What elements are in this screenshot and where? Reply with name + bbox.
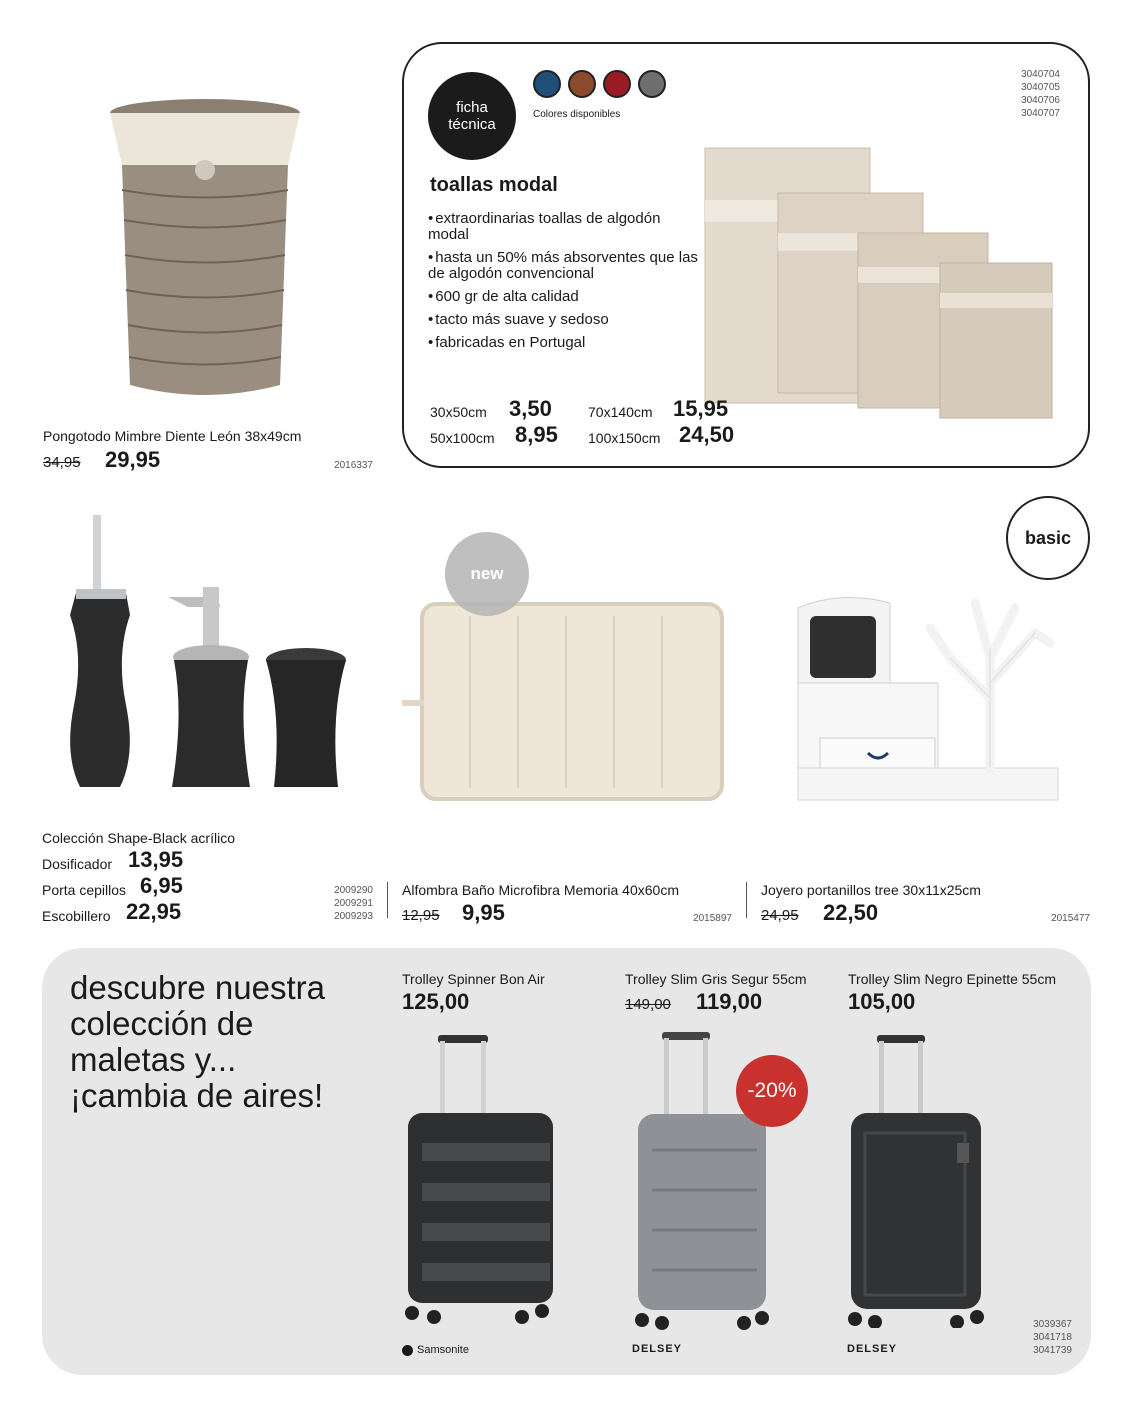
- bath-item-price: 13,95: [128, 847, 184, 872]
- feature-item: • hasta un 50% más absorventes que las de algodón convencional: [428, 250, 698, 282]
- suitcase-price: 105,00: [848, 989, 916, 1014]
- suitcase-name: Trolley Slim Negro Epinette 55cm: [848, 971, 1057, 987]
- suitcase-old-price: 149,00: [625, 996, 671, 1013]
- color-swatch-blue[interactable]: [533, 70, 561, 98]
- rug-old-price: 12,95: [402, 907, 440, 924]
- suitcase-name: Trolley Slim Gris Segur 55cm: [625, 971, 807, 987]
- bath-set-image: [38, 515, 348, 795]
- size-price: 24,50: [679, 422, 735, 447]
- bath-item-label: Porta cepillos: [42, 882, 127, 898]
- ficha-tecnica-badge: ficha técnica: [428, 72, 516, 160]
- colors-label: Colores disponibles: [533, 109, 621, 120]
- basket-price: 29,95: [105, 447, 161, 472]
- feature-item: • fabricadas en Portugal: [428, 335, 698, 351]
- basket-name: Pongotodo Mimbre Diente León 38x49cm: [43, 428, 302, 444]
- size-price: 8,95: [515, 422, 558, 447]
- discount-badge: -20%: [736, 1055, 808, 1127]
- jewelry-name: Joyero portanillos tree 30x11x25cm: [761, 882, 981, 898]
- size-price: 15,95: [673, 396, 729, 421]
- feature-list: [428, 211, 698, 358]
- jewelry-old-price: 24,95: [761, 907, 799, 924]
- feature-item: • tacto más suave y sedoso: [428, 312, 698, 328]
- basket-code: 2016337: [334, 460, 373, 471]
- towels-image: [700, 145, 1060, 420]
- bath-item-price: 22,95: [126, 899, 182, 924]
- suitcase-price: 125,00: [402, 989, 470, 1014]
- luggage-codes: 3039367 3041718 3041739: [1033, 1319, 1072, 1356]
- samsonite-logo: Samsonite: [402, 1344, 469, 1356]
- feature-item: • 600 gr de alta calidad: [428, 289, 698, 305]
- samsonite-icon: [402, 1345, 413, 1356]
- bath-item-label: Escobillero: [42, 908, 111, 924]
- size-label: 100x150cm: [588, 430, 661, 446]
- size-label: 70x140cm: [588, 404, 653, 420]
- suitcase-name: Trolley Spinner Bon Air: [402, 971, 545, 987]
- suitcase-delsey-black-image: [845, 1033, 990, 1328]
- color-swatch-brown[interactable]: [568, 70, 596, 98]
- suitcase-samsonite-image: [400, 1033, 560, 1325]
- new-badge: new: [445, 532, 529, 616]
- color-swatch-red[interactable]: [603, 70, 631, 98]
- feature-item: • extraordinarias toallas de algodón modal: [428, 211, 698, 243]
- jewelry-code: 2015477: [1051, 913, 1090, 924]
- jewelry-box-image: [790, 588, 1070, 808]
- rug-price: 9,95: [462, 900, 505, 925]
- suitcase-price: 119,00: [696, 989, 763, 1014]
- delsey-logo: DELSEY: [632, 1343, 683, 1355]
- delsey-logo: DELSEY: [847, 1343, 898, 1355]
- luggage-promo-text: descubre nuestra colección de maletas y... ¡cambia de aires!: [70, 969, 325, 1114]
- divider: [746, 882, 747, 918]
- towel-title: toallas modal: [430, 174, 558, 196]
- size-label: 50x100cm: [430, 430, 495, 446]
- towel-codes: 3040704 3040705 3040706 3040707: [1021, 69, 1060, 119]
- jewelry-price: 22,50: [823, 900, 879, 925]
- wicker-basket-image: [100, 95, 310, 405]
- bath-item-label: Dosificador: [42, 856, 113, 872]
- color-swatch-grey[interactable]: [638, 70, 666, 98]
- rug-name: Alfombra Baño Microfibra Memoria 40x60cm: [402, 882, 679, 898]
- divider: [387, 882, 388, 918]
- bath-item-price: 6,95: [140, 873, 183, 898]
- bath-set-codes: 2009290 2009291 2009293: [334, 885, 373, 922]
- bath-rug-image: [400, 598, 730, 803]
- rug-code: 2015897: [693, 913, 732, 924]
- basket-old-price: 34,95: [43, 454, 81, 471]
- bath-set-name: Colección Shape-Black acrílico: [42, 830, 235, 846]
- basic-badge: basic: [1006, 496, 1090, 580]
- size-price: 3,50: [509, 396, 552, 421]
- size-label: 30x50cm: [430, 404, 487, 420]
